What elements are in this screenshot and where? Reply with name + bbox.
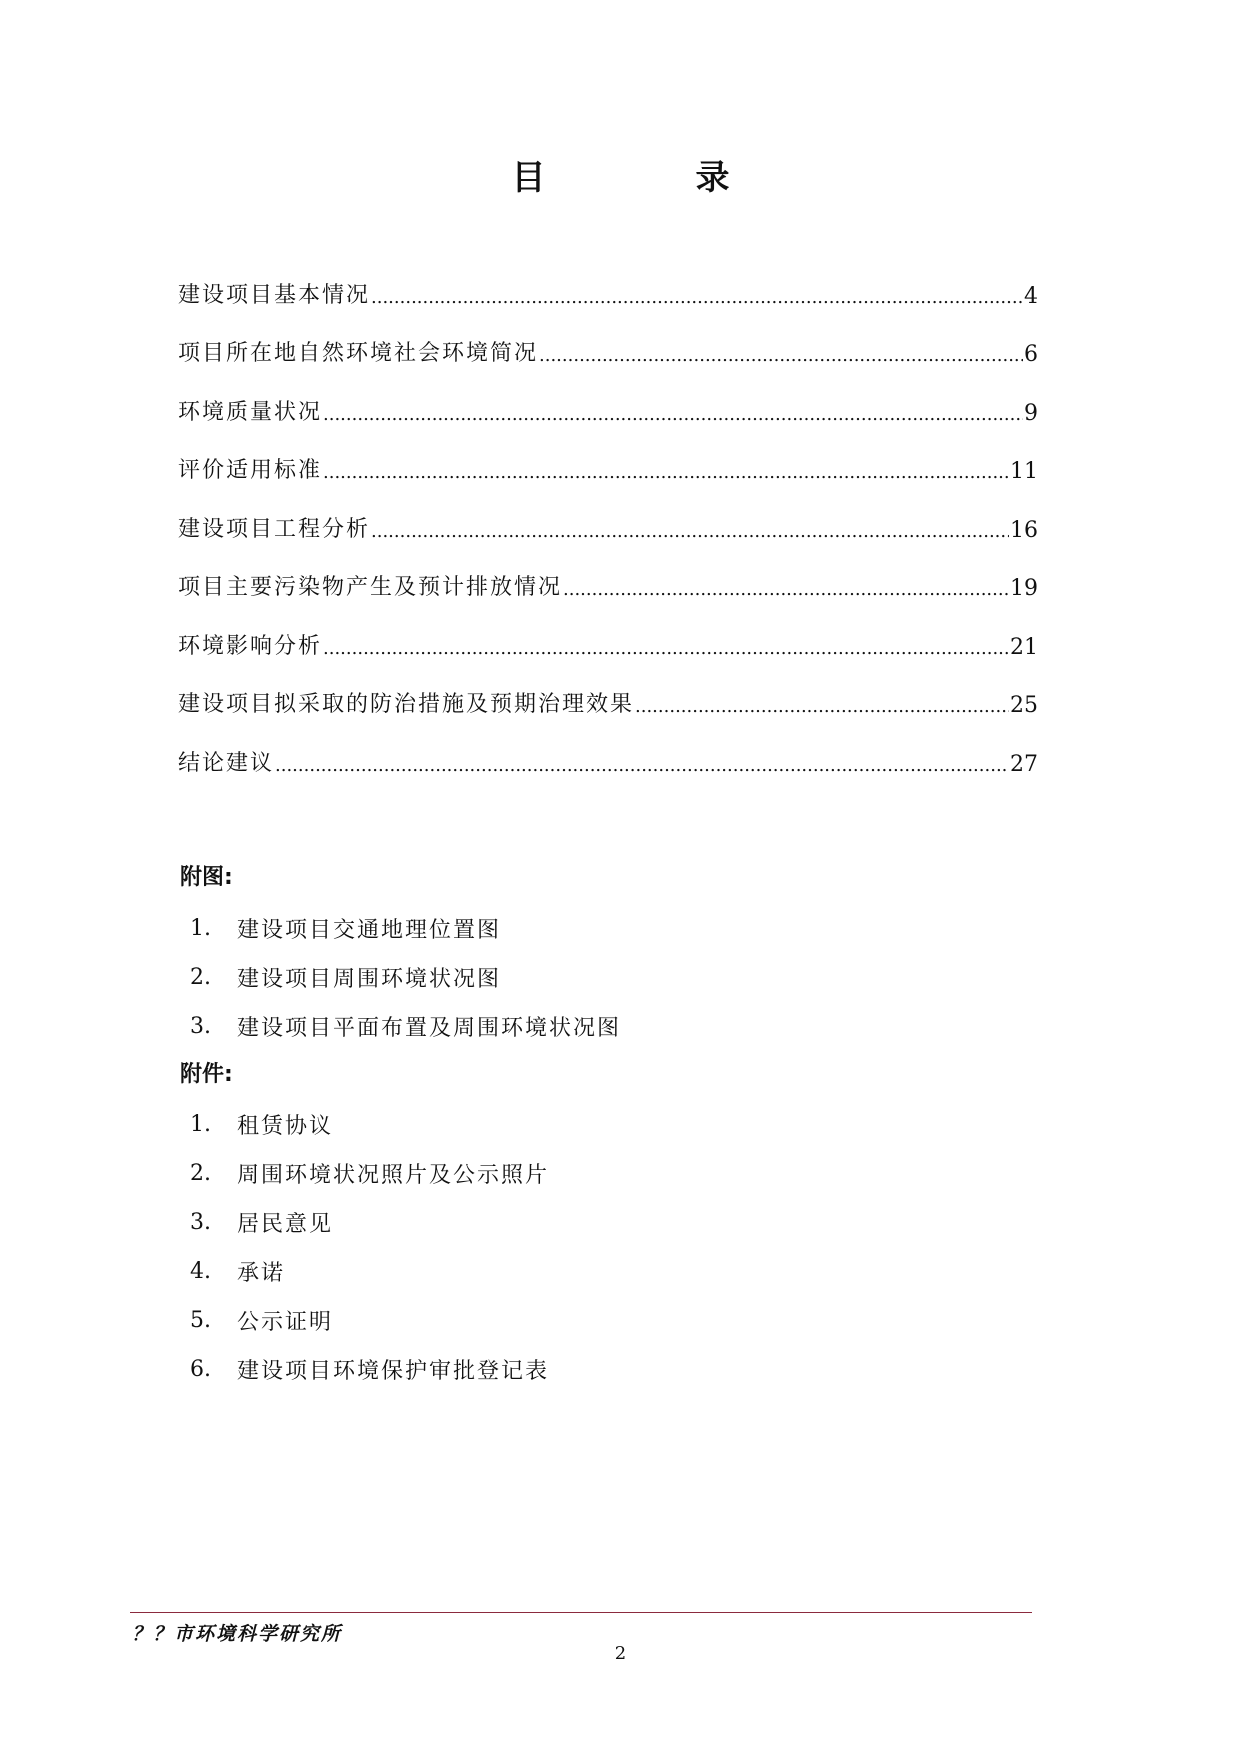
list-item-text: 承诺 [237, 1261, 286, 1286]
toc-leader [323, 635, 1009, 660]
list-item [190, 904, 621, 953]
toc-entry-title: 结论建议 [178, 750, 275, 776]
toc-entry[interactable] [178, 660, 1038, 719]
toc-entry-page: 19 [1010, 576, 1038, 601]
toc-entry[interactable] [178, 426, 1038, 485]
list-item-text: 租赁协议 [237, 1114, 334, 1139]
toc-entry-title: 环境质量状况 [178, 399, 323, 425]
list-item-number: 4. [190, 1259, 211, 1284]
list-item-text: 建设项目交通地理位置图 [237, 918, 502, 943]
toc-leader [563, 576, 1009, 601]
toc-leader [323, 401, 1023, 426]
toc-entry[interactable] [178, 718, 1038, 777]
attachments-list [190, 1100, 549, 1394]
toc-entry-page: 4 [1024, 283, 1038, 309]
page-title-right: 录 [695, 158, 730, 198]
list-item-number: 1. [190, 916, 211, 941]
footer-rule [130, 1612, 1032, 1613]
toc-entry-page: 27 [1010, 751, 1038, 777]
toc-leader [275, 752, 1009, 777]
list-item [190, 1100, 549, 1149]
toc-entry-page: 21 [1010, 634, 1038, 660]
toc-leader [371, 284, 1023, 309]
toc-entry-title: 建设项目基本情况 [178, 282, 371, 308]
list-item-text: 建设项目环境保护审批登记表 [237, 1359, 550, 1384]
list-item-text: 公示证明 [237, 1310, 334, 1335]
list-item [190, 1345, 549, 1394]
page-title [0, 150, 1241, 199]
figures-list [190, 904, 621, 1051]
toc-leader [539, 342, 1023, 367]
list-item-number: 3. [190, 1210, 211, 1235]
toc-entry[interactable] [178, 601, 1038, 660]
figures-heading: 附图: [180, 865, 233, 890]
attachments-heading: 附件: [180, 1062, 233, 1087]
toc-entry-title: 建设项目工程分析 [178, 516, 371, 542]
list-item [190, 1247, 549, 1296]
list-item-number: 2. [190, 965, 211, 990]
list-item [190, 1296, 549, 1345]
toc-entry-page: 11 [1010, 459, 1038, 484]
toc-entry-title: 环境影响分析 [178, 633, 323, 659]
toc-entry[interactable] [178, 309, 1038, 368]
toc-entry-page: 9 [1024, 400, 1038, 426]
list-item-text: 周围环境状况照片及公示照片 [237, 1163, 550, 1188]
toc-entry[interactable] [178, 250, 1038, 309]
toc-entry-title: 评价适用标准 [178, 458, 323, 483]
list-item-text: 建设项目周围环境状况图 [237, 967, 502, 992]
toc-leader [323, 459, 1009, 484]
toc-entry[interactable] [178, 484, 1038, 543]
list-item-number: 2. [190, 1161, 211, 1186]
list-item [190, 1149, 549, 1198]
toc-entry-page: 16 [1010, 517, 1038, 543]
toc-entry[interactable] [178, 367, 1038, 426]
list-item-number: 3. [190, 1014, 211, 1039]
toc-leader [371, 518, 1009, 543]
toc-entry-page: 25 [1010, 693, 1038, 718]
toc-entry-page: 6 [1024, 342, 1038, 367]
toc-leader [635, 693, 1009, 718]
list-item-text: 居民意见 [237, 1212, 334, 1237]
list-item [190, 1198, 549, 1247]
toc-entry-title: 项目主要污染物产生及预计排放情况 [178, 575, 563, 600]
list-item [190, 1002, 621, 1051]
list-item-number: 6. [190, 1357, 211, 1382]
list-item-text: 建设项目平面布置及周围环境状况图 [237, 1016, 622, 1041]
toc-entry-title: 建设项目拟采取的防治措施及预期治理效果 [178, 692, 635, 717]
list-item-number: 1. [190, 1112, 211, 1137]
page-title-left: 目 [511, 158, 546, 198]
list-item [190, 953, 621, 1002]
table-of-contents [178, 250, 1038, 777]
page-number: 2 [614, 1643, 627, 1664]
list-item-number: 5. [190, 1308, 211, 1333]
toc-entry[interactable] [178, 543, 1038, 602]
toc-entry-title: 项目所在地自然环境社会环境简况 [178, 341, 539, 366]
footer-organization: ？？市环境科学研究所 [132, 1623, 343, 1645]
